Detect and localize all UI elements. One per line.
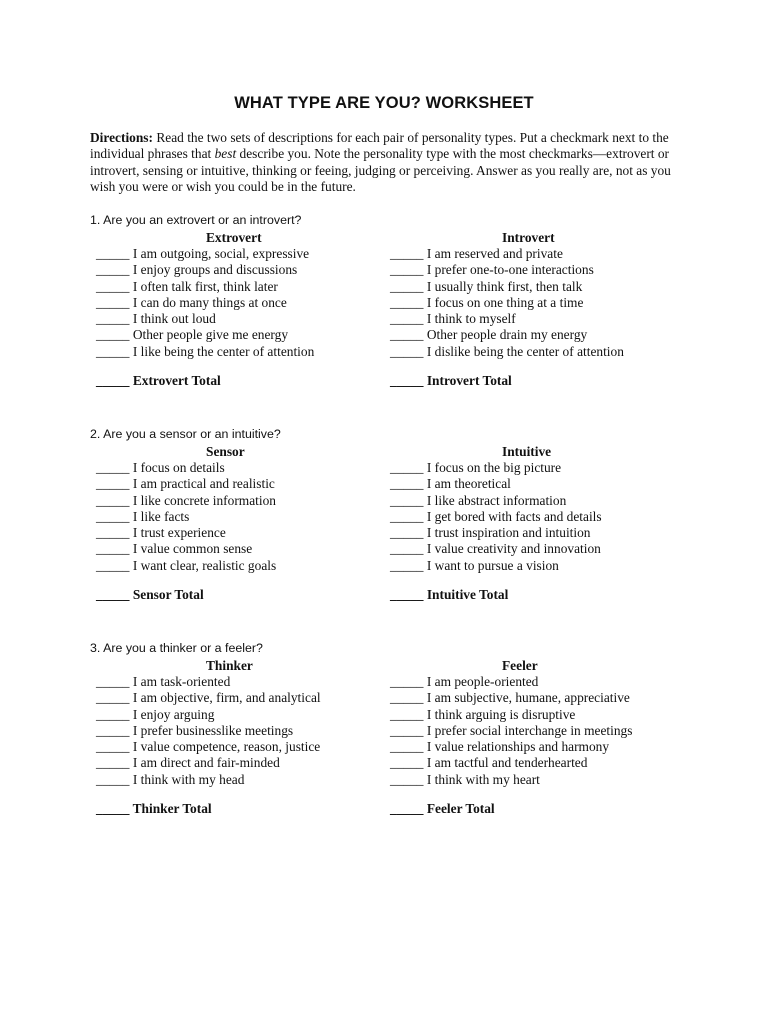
- item-text: I think arguing is disruptive: [426, 706, 576, 722]
- list-item: [96, 707, 356, 723]
- intuitive-total: [390, 587, 508, 603]
- checkmark-blank[interactable]: _____: [96, 327, 130, 343]
- item-text: I am direct and fair-minded: [132, 755, 280, 771]
- column-heading: Extrovert: [206, 230, 262, 245]
- section-question: 3. Are you a thinker or a feeler?: [90, 641, 263, 655]
- list-item: [390, 723, 680, 739]
- checkmark-blank[interactable]: _____: [96, 492, 130, 508]
- list-item: [390, 541, 680, 557]
- checkmark-blank[interactable]: _____: [390, 557, 424, 573]
- list-item: [96, 690, 356, 706]
- list-item: [390, 295, 680, 311]
- list-item: [96, 493, 356, 509]
- total-label: Feeler Total: [426, 801, 495, 816]
- item-text: I am objective, firm, and analytical: [132, 690, 321, 706]
- list-item: [390, 344, 680, 360]
- checkmark-blank[interactable]: _____: [96, 706, 130, 722]
- item-text: Other people drain my energy: [426, 327, 588, 343]
- column-heading: Feeler: [502, 658, 538, 673]
- checkmark-blank[interactable]: _____: [96, 294, 130, 310]
- item-text: I am people-oriented: [426, 674, 539, 689]
- list-item: [96, 674, 356, 690]
- list-item: [390, 262, 680, 278]
- item-text: I am theoretical: [426, 476, 511, 492]
- checkmark-blank[interactable]: _____: [96, 311, 130, 327]
- section-extrovert-introvert: [90, 212, 690, 409]
- item-text: I like concrete information: [132, 492, 276, 508]
- list-item: [96, 327, 356, 343]
- list-item: [390, 690, 680, 706]
- list-item: [390, 279, 680, 295]
- checkmark-blank[interactable]: _____: [390, 739, 424, 755]
- item-text: I focus on one thing at a time: [426, 294, 584, 310]
- list-item: [390, 674, 680, 690]
- column-extrovert: [96, 229, 356, 388]
- list-item: [390, 246, 680, 262]
- directions-emphasis: best: [214, 146, 237, 162]
- checkmark-blank[interactable]: _____: [96, 690, 130, 706]
- directions-label: Directions:: [90, 130, 153, 145]
- checkmark-blank[interactable]: _____: [96, 262, 130, 278]
- column-sensor: [96, 443, 356, 602]
- checkmark-blank[interactable]: _____: [96, 722, 130, 738]
- item-text: I am outgoing, social, expressive: [132, 246, 310, 261]
- total-blank[interactable]: _____: [390, 373, 424, 388]
- list-item: [390, 755, 680, 771]
- checkmark-blank[interactable]: _____: [390, 460, 424, 475]
- list-item: [390, 707, 680, 723]
- total-label: Extrovert Total: [132, 373, 221, 388]
- checkmark-blank[interactable]: _____: [390, 674, 424, 689]
- list-item: [96, 509, 356, 525]
- checkmark-blank[interactable]: _____: [96, 508, 130, 524]
- list-item: [390, 311, 680, 327]
- checkmark-blank[interactable]: _____: [96, 755, 130, 771]
- item-text: I am reserved and private: [426, 246, 563, 261]
- checkmark-blank[interactable]: _____: [96, 557, 130, 573]
- checkmark-blank[interactable]: _____: [96, 525, 130, 541]
- list-item: [96, 311, 356, 327]
- section-sensor-intuitive: [90, 426, 690, 623]
- checkmark-blank[interactable]: _____: [390, 706, 424, 722]
- checkmark-blank[interactable]: _____: [96, 460, 130, 475]
- item-text: I usually think first, then talk: [426, 278, 583, 294]
- item-text: I prefer businesslike meetings: [132, 722, 294, 738]
- item-text: I think with my head: [132, 771, 245, 787]
- checkmark-blank[interactable]: _____: [96, 674, 130, 689]
- page-title: WHAT TYPE ARE YOU? WORKSHEET: [234, 94, 534, 112]
- list-item: [390, 558, 680, 574]
- list-item: [390, 493, 680, 509]
- checkmark-blank[interactable]: _____: [96, 476, 130, 492]
- checkmark-blank[interactable]: _____: [390, 755, 424, 771]
- checkmark-blank[interactable]: _____: [96, 246, 130, 261]
- item-text: I enjoy groups and discussions: [132, 262, 298, 278]
- checkmark-blank[interactable]: _____: [390, 541, 424, 557]
- list-item: [96, 541, 356, 557]
- list-item: [96, 476, 356, 492]
- column-intuitive: [390, 443, 680, 602]
- column-heading: Sensor: [206, 444, 245, 459]
- list-item: [96, 344, 356, 360]
- checkmark-blank[interactable]: _____: [96, 278, 130, 294]
- list-item: [96, 295, 356, 311]
- checkmark-blank[interactable]: _____: [390, 327, 424, 343]
- list-item: [96, 460, 356, 476]
- item-text: I think to myself: [426, 311, 516, 327]
- total-blank[interactable]: _____: [96, 587, 130, 602]
- total-blank[interactable]: _____: [96, 801, 130, 816]
- item-text: I focus on details: [132, 460, 225, 475]
- list-item: [390, 739, 680, 755]
- directions-paragraph: [90, 130, 690, 196]
- list-item: [390, 460, 680, 476]
- total-label: Intuitive Total: [426, 587, 509, 602]
- item-text: I want to pursue a vision: [426, 557, 559, 573]
- item-text: I prefer social interchange in meetings: [426, 722, 633, 738]
- checkmark-blank[interactable]: _____: [96, 739, 130, 755]
- item-text: I trust experience: [132, 525, 226, 541]
- list-item: [390, 772, 680, 788]
- item-text: I want clear, realistic goals: [132, 557, 277, 573]
- column-heading: Thinker: [206, 658, 253, 673]
- sensor-total: [96, 587, 204, 603]
- item-text: I think out loud: [132, 311, 216, 327]
- thinker-total: [96, 801, 212, 817]
- section-question: 1. Are you an extrovert or an introvert?: [90, 213, 302, 227]
- total-blank[interactable]: _____: [390, 587, 424, 602]
- introvert-total: [390, 373, 512, 389]
- checkmark-blank[interactable]: _____: [390, 492, 424, 508]
- item-text: I often talk first, think later: [132, 278, 278, 294]
- item-text: I can do many things at once: [132, 294, 287, 310]
- column-introvert: [390, 229, 680, 388]
- item-text: Other people give me energy: [132, 327, 289, 343]
- item-text: I get bored with facts and details: [426, 508, 602, 524]
- item-text: I dislike being the center of attention: [426, 343, 624, 359]
- item-text: I am tactful and tenderhearted: [426, 755, 588, 771]
- list-item: [390, 476, 680, 492]
- checkmark-blank[interactable]: _____: [96, 541, 130, 557]
- total-blank[interactable]: _____: [390, 801, 424, 816]
- item-text: I focus on the big picture: [426, 460, 562, 475]
- item-text: I am task-oriented: [132, 674, 231, 689]
- checkmark-blank[interactable]: _____: [96, 343, 130, 359]
- list-item: [96, 246, 356, 262]
- list-item: [390, 327, 680, 343]
- list-item: [96, 772, 356, 788]
- column-thinker: [96, 657, 356, 816]
- directions-text-1: Read the two sets of descriptions for each pair of personality types. Put a checkmark next to the individual phrases that: [90, 130, 669, 162]
- total-blank[interactable]: _____: [96, 373, 130, 388]
- checkmark-blank[interactable]: _____: [390, 311, 424, 327]
- list-item: [96, 262, 356, 278]
- checkmark-blank[interactable]: _____: [390, 525, 424, 541]
- total-label: Thinker Total: [132, 801, 212, 816]
- column-heading: Intuitive: [502, 444, 552, 459]
- section-question: 2. Are you a sensor or an intuitive?: [90, 427, 281, 441]
- checkmark-blank[interactable]: _____: [390, 278, 424, 294]
- list-item: [96, 558, 356, 574]
- item-text: I like facts: [132, 508, 190, 524]
- checkmark-blank[interactable]: _____: [390, 508, 424, 524]
- item-text: I like being the center of attention: [132, 343, 315, 359]
- column-heading: Introvert: [502, 230, 555, 245]
- item-text: I value common sense: [132, 541, 253, 557]
- checkmark-blank[interactable]: _____: [390, 343, 424, 359]
- list-item: [390, 525, 680, 541]
- list-item: [96, 279, 356, 295]
- item-text: I am practical and realistic: [132, 476, 275, 492]
- item-text: I enjoy arguing: [132, 706, 215, 722]
- list-item: [96, 739, 356, 755]
- item-text: I like abstract information: [426, 492, 567, 508]
- extrovert-total: [96, 373, 221, 389]
- item-text: I trust inspiration and intuition: [426, 525, 591, 541]
- checkmark-blank[interactable]: _____: [390, 262, 424, 278]
- checkmark-blank[interactable]: _____: [390, 294, 424, 310]
- list-item: [390, 509, 680, 525]
- checkmark-blank[interactable]: _____: [390, 722, 424, 738]
- total-label: Sensor Total: [132, 587, 204, 602]
- column-feeler: [390, 657, 680, 816]
- item-text: I am subjective, humane, appreciative: [426, 690, 630, 706]
- checkmark-blank[interactable]: _____: [96, 771, 130, 787]
- item-text: I value creativity and innovation: [426, 541, 601, 557]
- checkmark-blank[interactable]: _____: [390, 246, 424, 261]
- checkmark-blank[interactable]: _____: [390, 771, 424, 787]
- feeler-total: [390, 801, 495, 817]
- item-text: I value relationships and harmony: [426, 739, 610, 755]
- section-thinker-feeler: [90, 640, 690, 837]
- total-label: Introvert Total: [426, 373, 512, 388]
- item-text: I think with my heart: [426, 771, 540, 787]
- item-text: I value competence, reason, justice: [132, 739, 321, 755]
- list-item: [96, 755, 356, 771]
- directions-text-2: describe you. Note the personality type with the most checkmarks—extrovert or introvert, sensing or intuitive, thinking or feeing, judging or perceiving. Answer as you really are, not as you wish you were or wish you could be in the future.: [90, 146, 671, 195]
- list-item: [96, 525, 356, 541]
- item-text: I prefer one-to-one interactions: [426, 262, 594, 278]
- checkmark-blank[interactable]: _____: [390, 476, 424, 492]
- checkmark-blank[interactable]: _____: [390, 690, 424, 706]
- list-item: [96, 723, 356, 739]
